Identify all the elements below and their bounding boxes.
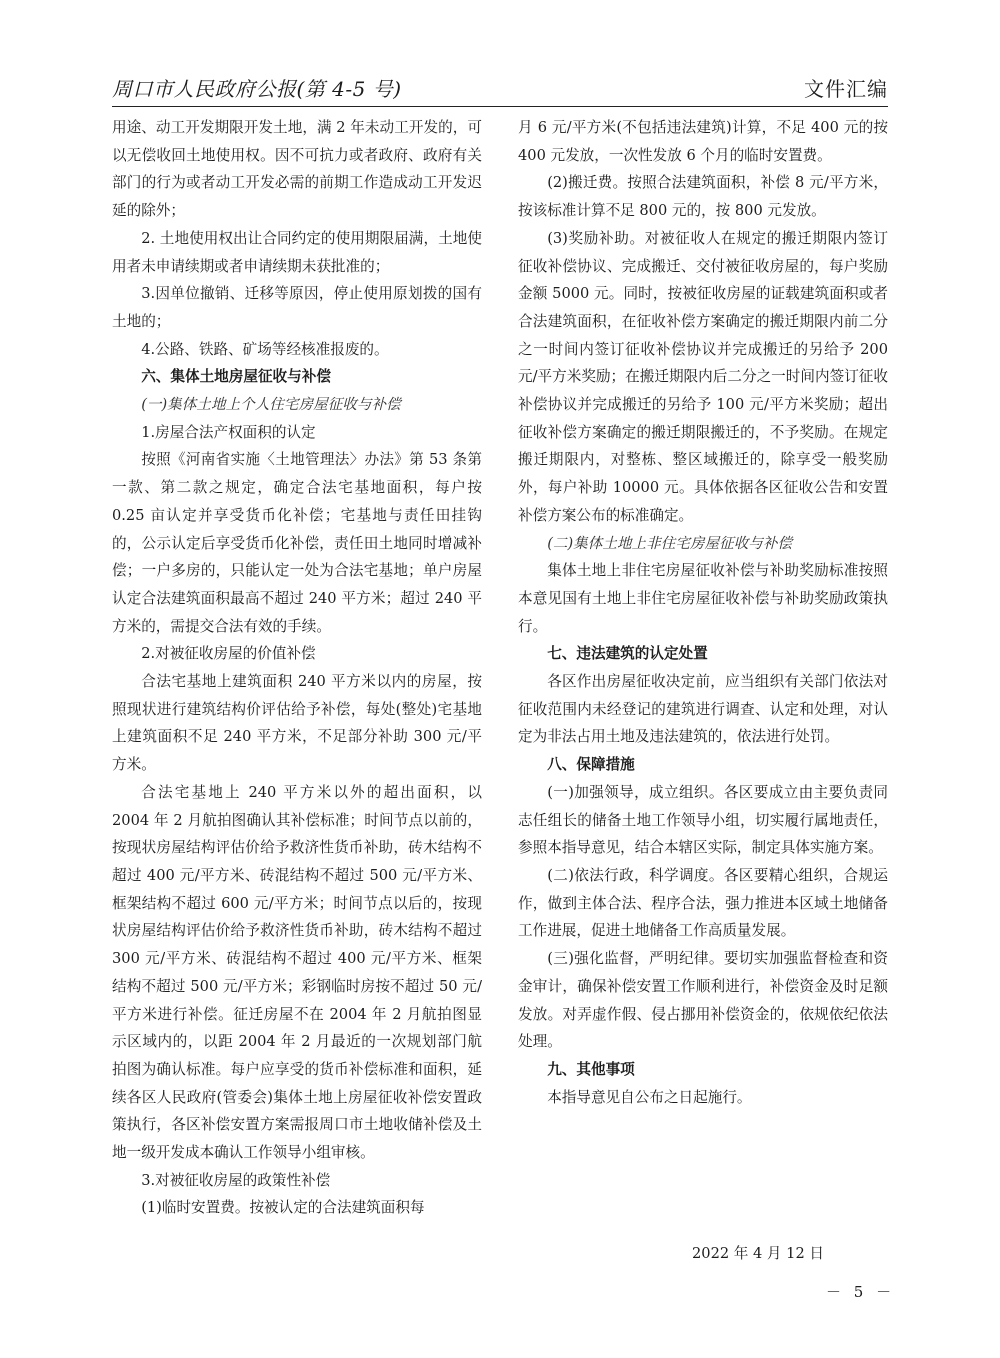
- paragraph: 1.房屋合法产权面积的认定: [141, 423, 316, 441]
- section-heading: 六、集体土地房屋征收与补偿: [141, 368, 331, 386]
- section-heading: 九、其他事项: [547, 1060, 635, 1078]
- paragraph: 各区作出房屋征收决定前，应当组织有关部门依法对征收范围内未经登记的建筑进行调查、认定和处理，对认定为非法占用土地及违法建筑的，依法进行处罚。: [518, 673, 888, 746]
- paragraph: 合法宅基地上 240 平方米以外的超出面积，以 2004 年 2 月航拍图确认其补偿标准；时间节点以前的，按现状房屋结构评估价给予救济性货币补助，砖木结构不超过 400 元/平方米、砖混结构不超过 500 元/平方米、框架结构不超过 600 元/平方米；时间节点以后的，按现状房屋结构评估价给予救济性货币补助，砖木结构不超过 300 元/平方米、砖混结构不超过 400 元/平方米、框架结构不超过 500 元/平方米；彩钢临时房按不超过 50 元/平方米进行补偿。征迁房屋不在 2004 年 2 月航拍图显示区域内的，以距 2004 年 2 月最近的一次规划部门航拍图为确认标准。每户应享受的货币补偿标准和面积，延续各区人民政府(管委会)集体土地上房屋征收补偿安置政策执行，各区补偿安置方案需报周口市土地收储补偿及土地一级开发成本确认工作领导小组审核。: [112, 783, 482, 1162]
- paragraph: (2)搬迁费。按照合法建筑面积，补偿 8 元/平方米，按该标准计算不足 800 元的，按 800 元发放。: [518, 174, 888, 220]
- paragraph: 月 6 元/平方米(不包括违法建筑)计算，不足 400 元的按 400 元发放，一次性发放 6 个月的临时安置费。: [518, 119, 888, 164]
- paragraph: (1)临时安置费。按被认定的合法建筑面积每: [141, 1199, 425, 1217]
- right-column: [518, 114, 888, 1111]
- paragraph: 用途、动工开发期限开发土地，满 2 年未动工开发的，可以无偿收回土地使用权。因不可抗力或者政府、政府有关部门的行为或者动工开发必需的前期工作造成动工开发迟延的除外；: [112, 119, 482, 220]
- paragraph: (二)依法行政，科学调度。各区要精心组织，合规运作，做到主体合法、程序合法，强力推进本区域土地储备工作进展，促进土地储备工作高质量发展。: [518, 866, 888, 940]
- paragraph: 2.对被征收房屋的价值补偿: [141, 645, 316, 663]
- page-number: － 5 －: [826, 1283, 896, 1301]
- paragraph: (3)奖励补助。对被征收人在规定的搬迁期限内签订征收补偿协议、完成搬迁、交付被征收房屋的，每户奖励金额 5000 元。同时，按被征收房屋的证载建筑面积或者合法建筑面积，在征收补偿方案确定的搬迁期限内前二分之一时间内签订征收补偿协议并完成搬迁的另给予 200 元/平方米奖励；在搬迁期限内后二分之一时间内签订征收补偿协议并完成搬迁的另给予 100 元/平方米奖励；超出征收补偿方案确定的搬迁期限搬迁的，不予奖励。在规定搬迁期限内，对整栋、整区域搬迁的，除享受一般奖励外，每户补助 10000 元。具体依据各区征收公告和安置补偿方案公布的标准确定。: [518, 229, 888, 524]
- section-heading: 七、违法建筑的认定处置: [547, 645, 708, 663]
- paragraph: 按照《河南省实施〈土地管理法〉办法》第 53 条第一款、第二款之规定，确定合法宅基地面积，每户按 0.25 亩认定并享受货币化补偿；宅基地与责任田挂钩的，公示认定后享受货币化补偿，责任田土地同时增减补偿；一户多房的，只能认定一处为合法宅基地；单户房屋认定合法建筑面积最高不超过 240 平方米；超过 240 平方米的，需提交合法有效的手续。: [112, 451, 482, 635]
- subsection-heading: (一)集体土地上个人住宅房屋征收与补偿: [141, 396, 401, 414]
- bulletin-title: 周口市人民政府公报(第 4-5 号): [112, 77, 402, 101]
- paragraph: 3.因单位撤销、迁移等原因，停止使用原划拨的国有土地的；: [112, 285, 482, 330]
- section-heading: 八、保障措施: [547, 756, 635, 774]
- paragraph: 合法宅基地上建筑面积 240 平方米以内的房屋，按照现状进行建筑结构价评估给予补偿，每处(整处)宅基地上建筑面积不足 240 平方米，不足部分补助 300 元/平方米。: [112, 673, 482, 774]
- section-title: 文件汇编: [804, 77, 888, 101]
- page-header: [112, 72, 888, 107]
- paragraph: 3.对被征收房屋的政策性补偿: [141, 1171, 331, 1189]
- document-date: 2022 年 4 月 12 日: [692, 1245, 824, 1262]
- paragraph: 2. 土地使用权出让合同约定的使用期限届满，土地使用者未申请续期或者申请续期未获批准的；: [112, 229, 482, 275]
- subsection-heading: (二)集体土地上非住宅房屋征收与补偿: [547, 534, 793, 552]
- paragraph: (三)强化监督，严明纪律。要切实加强监督检查和资金审计，确保补偿安置工作顺利进行，补偿资金及时足额发放。对弄虚作假、侵占挪用补偿资金的，依规依纪依法处理。: [518, 950, 888, 1051]
- paragraph: 本指导意见自公布之日起施行。: [547, 1088, 752, 1106]
- paragraph: (一)加强领导，成立组织。各区要成立由主要负责同志任组长的储备土地工作领导小组，切实履行属地责任，参照本指导意见，结合本辖区实际，制定具体实施方案。: [518, 783, 888, 857]
- paragraph: 4.公路、铁路、矿场等经核准报废的。: [141, 340, 389, 358]
- left-column: [112, 114, 482, 1222]
- paragraph: 集体土地上非住宅房屋征收补偿与补助奖励标准按照本意见国有土地上非住宅房屋征收补偿与补助奖励政策执行。: [518, 562, 888, 635]
